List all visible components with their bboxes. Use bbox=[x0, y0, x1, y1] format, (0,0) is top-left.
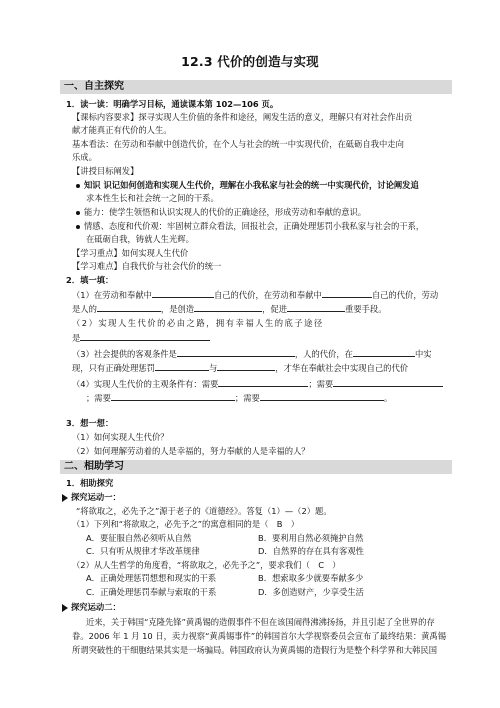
option-c: C．只有听从规律才华改革规律 bbox=[86, 546, 200, 556]
option-b: B．想索取多少就要奉献多少 bbox=[258, 573, 364, 583]
study-key-point: 【学习重点】如何实现人生代价 bbox=[72, 248, 189, 258]
goal-attitude-cont: 在砥砺自我，铸就人生光辉。 bbox=[86, 234, 194, 244]
fill-item-2-cont: 是 bbox=[72, 332, 210, 344]
fill-blank[interactable] bbox=[194, 303, 262, 312]
fill-blank[interactable] bbox=[353, 348, 415, 357]
think-question-1: （1）如何实现人生代价？ bbox=[72, 432, 169, 442]
fill-blank[interactable] bbox=[322, 289, 372, 298]
bullet-dot-icon bbox=[76, 184, 80, 188]
arrow-right-icon bbox=[62, 604, 68, 612]
activity-2-paragraph-line-2: 眷。2006 年 1 月 10 日，卖力视察“黄禹锡事件”的韩国首尔大学视察委员会宣布了最终结果：黄禹锡 bbox=[72, 631, 447, 641]
basic-viewpoint: 基本看法：在劳动和奉献中创造代价，在个人与社会的统一中实现代价，在砥砺自我中走向 bbox=[72, 139, 404, 149]
option-a: A．正确处理惩罚想想和现实的干系 bbox=[86, 573, 217, 583]
fill-item-3-cont: 现，只有正确处理惩罚 与 ，才华在奉献社会中实现自己的代价 bbox=[72, 363, 409, 373]
bullet-dot-icon bbox=[76, 211, 80, 215]
goal-ability: 能力：使学生领悟和认识实现人的代价的正确途径，形成劳动和奉献的意识。 bbox=[76, 207, 366, 218]
activity-1-heading: 探究运动一： bbox=[62, 492, 121, 503]
activity-1-question-2: （2）从人生哲学的角度看，“将欲取之，必先予之”，要求我们（ C ） bbox=[72, 560, 341, 570]
fill-item-1: （1）在劳动和奉献中 自己的代价，在劳动和奉献中 自己的代价，劳动 bbox=[72, 290, 439, 300]
fill-blank[interactable] bbox=[333, 378, 443, 387]
fill-blank[interactable] bbox=[260, 392, 384, 401]
section-header-cooperative bbox=[60, 460, 452, 474]
fill-item-4: （4）实现人生代价的主观条件有：需要 ；需要 bbox=[72, 378, 443, 390]
curriculum-requirement-cont: 献才能真正有代价的人生。 bbox=[72, 125, 172, 135]
activity-1-question-1: （1）下列和“将欲取之，必先予之”的寓意相同的是（ B ） bbox=[72, 519, 299, 529]
fill-item-3: （3）社会提供的客观条件是 ，人的代价，在 中实 bbox=[72, 349, 432, 359]
option-d: D．自然界的存在具有客观性 bbox=[258, 546, 364, 556]
fill-blank[interactable] bbox=[217, 362, 275, 371]
fill-blank[interactable] bbox=[97, 303, 161, 312]
goal-knowledge: 知识 识记如何创造和实现人生代价，理解在小我私家与社会的统一中实现代价，讨论阐发追 bbox=[76, 180, 419, 191]
fill-blank[interactable] bbox=[218, 378, 308, 387]
goal-knowledge-cont: 求本性生长和社会统一之间的干系。 bbox=[86, 193, 219, 203]
fill-item-1-cont: 是人的 ，是创造 ，促进 重要手段。 bbox=[72, 304, 387, 314]
fill-blank[interactable] bbox=[111, 392, 235, 401]
basic-viewpoint-cont: 乐成。 bbox=[72, 152, 97, 162]
fill-blank[interactable] bbox=[287, 303, 345, 312]
arrow-right-icon bbox=[62, 494, 68, 502]
fill-blank[interactable] bbox=[155, 362, 209, 371]
page-title: 12.3 代价的创造与实现 bbox=[181, 54, 319, 69]
fill-blank[interactable] bbox=[177, 348, 295, 357]
think-heading: 3．想一想： bbox=[66, 418, 114, 428]
option-a: A．要征服自然必须听从自然 bbox=[86, 533, 192, 543]
fill-item-4-cont: ；需要 ；需要 。 bbox=[86, 393, 393, 403]
read-heading: 1．读一读：明确学习目标，通读课本第 102—106 页。 bbox=[66, 99, 279, 109]
activity-2-paragraph-line-3: 所谓突破性的干细胞结果其实是一场骗局。韩国政府认为黄禹锡的造假行为是整个科学界和大韩民国 bbox=[72, 645, 438, 655]
fill-blank[interactable] bbox=[152, 289, 214, 298]
section-title: 一、自主探究 bbox=[64, 81, 124, 92]
goal-attitude: 情感、态度和代价观：牢固树立群众看法，回报社会，正确处理惩罚小我私家与社会的干系， bbox=[76, 221, 424, 232]
section-header-self-study bbox=[60, 80, 452, 94]
think-question-2: （2）如何理解劳动着的人是幸福的，努力奉献的人是幸福的人？ bbox=[72, 446, 310, 456]
activity-2-heading: 探究运动二： bbox=[62, 602, 121, 613]
activity-2-paragraph-line-1: 近来，关于韩国“克隆先锋”黄禹锡的造假事件不但在该国闹得沸沸扬扬，并且引起了全世界的存 bbox=[86, 617, 435, 627]
study-difficulty: 【学习难点】自我代价与社会代价的统一 bbox=[72, 261, 222, 271]
option-c: C．正确处理惩罚奉献与索取的干系 bbox=[86, 587, 217, 597]
cooperative-inquiry-heading: 1．相助探究 bbox=[66, 478, 114, 488]
section-title: 二、相助学习 bbox=[64, 461, 124, 472]
curriculum-requirement: 【课标内容要求】探寻实现人生价值的条件和途径，阐发生活的意义，理解只有对社会作出贡 bbox=[72, 112, 413, 122]
bullet-dot-icon bbox=[76, 225, 80, 229]
fill-heading: 2．填一填： bbox=[66, 275, 114, 285]
teaching-goals: 【讲授目标阐发】 bbox=[72, 166, 139, 176]
option-b: B．要利用自然必须掩护自然 bbox=[258, 533, 364, 543]
fill-item-2: （2）实现人生代价的必由之路，拥有幸福人生的底子途径 bbox=[72, 318, 324, 328]
activity-1-intro: “将欲取之，必先予之”源于老子的《道德经》。答复（1）—（2）题。 bbox=[76, 506, 332, 516]
option-d: D．多创造财产，少享受生活 bbox=[258, 587, 364, 597]
fill-blank[interactable] bbox=[80, 332, 210, 341]
